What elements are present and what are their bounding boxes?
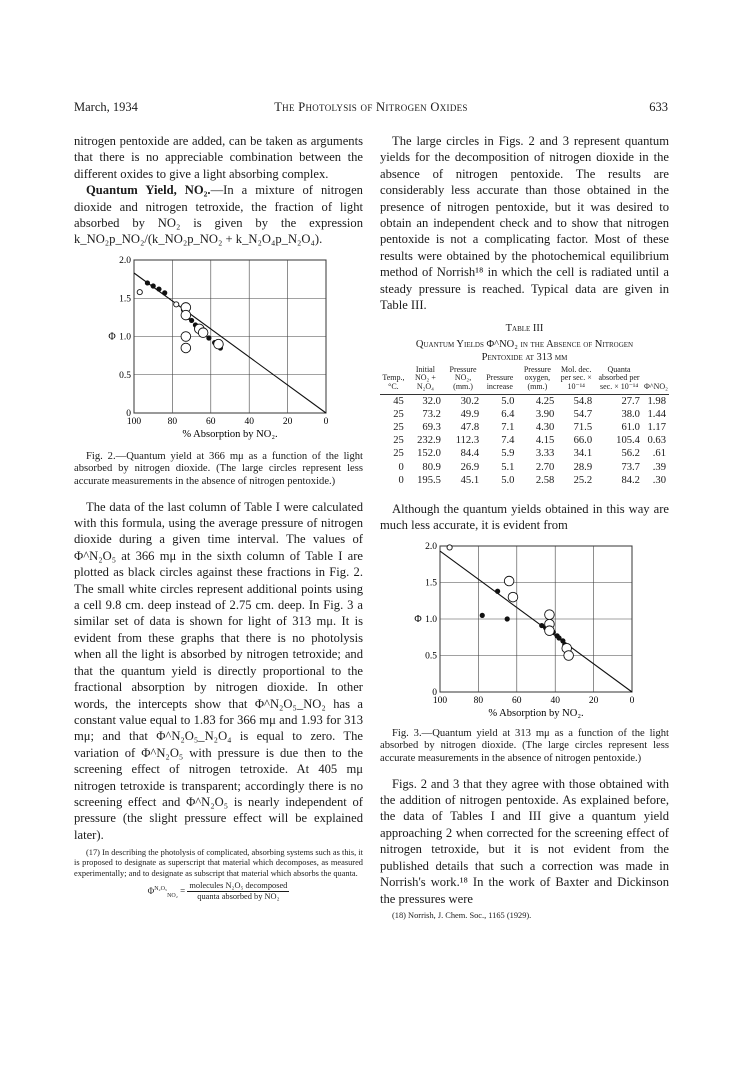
table-header-cell: Φ^NO₂ xyxy=(643,366,669,394)
figure-2 xyxy=(74,252,363,449)
data-point-large xyxy=(563,651,573,661)
paragraph: Figs. 2 and 3 that they agree with those obtained with the addition of nitrogen pentoxide. As explained before, the data of Tables I and III give a quantum yield approaching 2 when corrected for the screening effect of nitrogen tetroxide, but it is not evident from the published details that such a correction was made in Norrish's work.¹⁸ In the work of Baxter and Dickinson the pressures were xyxy=(380,776,669,906)
table-cell: 4.25 xyxy=(535,395,555,407)
section-heading: Quantum Yield, NO₂. xyxy=(86,183,211,198)
x-tick-label: 0 xyxy=(323,416,328,427)
table-cell: 0 xyxy=(398,474,404,486)
table-cell: 27.7 xyxy=(621,395,640,407)
paragraph: The large circles in Figs. 2 and 3 represent quantum yields for the decomposition of nitrogen dioxide in the absence of nitrogen pentoxide. The results are considerably less accurate than those obtained in the presence of nitrogen pentoxide, but it was desired to obtain an independent check and to show that nitrogen pentoxide is not a complicating factor. Most of these results were obtained by the photochemical equilibrium method of Norrish¹⁸ in which the cell is radiated until a steady pressure is reached. Typical data are given in Table III. xyxy=(380,134,669,313)
formula-fraction xyxy=(187,881,289,902)
table-cell: 0 xyxy=(398,461,404,473)
x-tick-label: 100 xyxy=(432,695,447,706)
table-cell: 38.0 xyxy=(621,408,640,420)
table-header-row xyxy=(380,366,669,394)
table-cell: 25 xyxy=(393,422,404,434)
table-cell: 152.0 xyxy=(417,448,441,460)
table-cell: 105.4 xyxy=(616,435,640,447)
data-point-large xyxy=(181,310,191,320)
paragraph-body: —In a mixture of nitrogen dioxide and nitrogen tetroxide, the fraction of light absorbed by NO₂ is given by the expression k_NO₂p_NO₂/(k_NO₂p_NO₂ + k_N₂O₄p_N₂O₄). xyxy=(74,183,363,247)
y-tick-label: 1.0 xyxy=(424,614,437,625)
data-point-black xyxy=(162,290,167,295)
data-point-black xyxy=(144,280,149,285)
data-point-small-white xyxy=(447,545,452,550)
table-cell: 5.9 xyxy=(501,448,515,460)
table-cell: 84.2 xyxy=(621,474,640,486)
figure-3-caption: Fig. 3.—Quantum yield at 313 mμ as a function of the light absorbed by nitrogen dioxide. (The large circles represent less accurate measurements in the absence of nitrogen pentoxide.) xyxy=(380,727,669,765)
table-cell: 84.4 xyxy=(460,448,480,460)
table-header-cell: Quanta absorbed per sec. × 10⁻¹⁴ xyxy=(595,366,643,394)
table-row xyxy=(380,461,669,474)
table-cell: 7.1 xyxy=(501,422,515,434)
table-cell: 25 xyxy=(393,435,404,447)
figure-3 xyxy=(380,538,669,728)
table-cell: 4.15 xyxy=(535,435,555,447)
table-cell: .30 xyxy=(652,474,666,486)
x-tick-label: 0 xyxy=(629,695,634,706)
paragraph: nitrogen pentoxide are added, can be taken as arguments that there is no appreciable combination between the different oxides to give a light absorbing complex. xyxy=(74,134,363,181)
data-point-black xyxy=(206,335,211,340)
table-row xyxy=(380,394,669,408)
table-header-cell: Mol. dec. per sec. × 10⁻¹⁴ xyxy=(557,366,595,394)
table-cell: 54.8 xyxy=(573,395,593,407)
table-cell: 69.3 xyxy=(422,422,441,434)
table-cell: 73.2 xyxy=(422,408,441,420)
y-tick-label: 0 xyxy=(125,408,131,419)
data-point-black xyxy=(150,283,155,288)
data-point-large xyxy=(181,332,191,342)
table-title xyxy=(380,338,669,364)
y-tick-label: 2.0 xyxy=(118,255,131,266)
table-title-line: Pentoxide at 313 mμ xyxy=(481,351,568,363)
table-cell: 32.0 xyxy=(422,395,441,407)
y-tick-label: 1.0 xyxy=(118,332,131,343)
data-point-black xyxy=(189,318,194,323)
data-point-small-white xyxy=(137,289,142,294)
x-tick-label: 20 xyxy=(588,695,598,706)
formula-denominator: quanta absorbed by NO₂ xyxy=(197,892,280,902)
data-point-black xyxy=(495,589,500,594)
table-cell: 28.9 xyxy=(573,461,593,473)
footnote-18: (18) Norrish, J. Chem. Soc., 1165 (1929). xyxy=(392,910,532,920)
y-tick-label: 0.5 xyxy=(118,370,131,381)
data-point-large xyxy=(544,610,554,620)
data-point-large xyxy=(181,343,191,353)
x-tick-label: 40 xyxy=(549,695,560,706)
table-row xyxy=(380,447,669,460)
table-cell: 2.70 xyxy=(535,461,555,473)
table-cell: 45.1 xyxy=(460,474,480,486)
y-tick-label: 1.5 xyxy=(424,578,437,589)
table-header-cell: Temp., °C. xyxy=(380,366,407,394)
table-cell: 25 xyxy=(393,448,404,460)
table-header-cell: Pressure NO₂, (mm.) xyxy=(444,366,482,394)
table-row xyxy=(380,408,669,421)
table-cell: 5.0 xyxy=(501,474,515,486)
table-cell: 25.2 xyxy=(573,474,593,486)
y-axis-label: Φ xyxy=(413,613,422,625)
table-row xyxy=(380,434,669,447)
table-cell: .61 xyxy=(652,448,666,460)
x-axis-label: % Absorption by NO₂. xyxy=(487,707,584,719)
footnote-formula: $\Phi^{N_2O_5}_{NO_2}$ = $\frac{\text{molecules N₂O₅ decomposed}}{\text{quanta absorbed by NO₂}}$ xyxy=(147,881,288,902)
table-cell: 6.4 xyxy=(501,408,515,420)
data-point-large xyxy=(508,592,518,602)
table-cell: 73.7 xyxy=(621,461,640,473)
table-cell: 47.8 xyxy=(460,422,480,434)
page-header xyxy=(74,100,668,116)
x-tick-label: 20 xyxy=(282,416,292,427)
paragraph xyxy=(74,182,363,248)
x-tick-label: 100 xyxy=(126,416,141,427)
table-cell: 4.30 xyxy=(535,422,555,434)
data-point-black xyxy=(479,613,484,618)
table-cell: 1.98 xyxy=(647,395,666,407)
paragraph: Although the quantum yields obtained in this way are much less accurate, it is evident from xyxy=(380,502,669,533)
page-number: 633 xyxy=(649,100,668,114)
header-date: March, 1934 xyxy=(74,100,138,114)
table-cell: 80.9 xyxy=(422,461,441,473)
x-tick-label: 60 xyxy=(511,695,522,706)
y-tick-label: 1.5 xyxy=(118,294,131,305)
fig3-chart xyxy=(400,538,650,728)
x-tick-label: 80 xyxy=(473,695,483,706)
table-cell: 26.9 xyxy=(460,461,480,473)
table-cell: 3.33 xyxy=(535,448,555,460)
table-row xyxy=(380,421,669,434)
table-cell: 56.2 xyxy=(621,448,640,460)
table-cell: 25 xyxy=(393,408,404,420)
data-point-large xyxy=(213,339,223,349)
y-axis-label: Φ xyxy=(107,331,116,343)
x-tick-label: 60 xyxy=(205,416,216,427)
table-header-cell: Pressure oxygen, (mm.) xyxy=(517,366,557,394)
table-cell: 1.17 xyxy=(647,422,666,434)
table-cell: 112.3 xyxy=(455,435,480,447)
table-cell: 195.5 xyxy=(417,474,441,486)
x-tick-label: 80 xyxy=(167,416,177,427)
y-tick-label: 0.5 xyxy=(424,651,437,662)
table-cell: 5.1 xyxy=(501,461,515,473)
table-cell: 3.90 xyxy=(535,408,555,420)
regression-line xyxy=(440,551,632,692)
x-axis-label: % Absorption by NO₂. xyxy=(181,428,278,440)
table-cell: 54.7 xyxy=(573,408,593,420)
data-point-large xyxy=(504,576,514,586)
x-tick-label: 40 xyxy=(243,416,254,427)
running-title: The Photolysis of Nitrogen Oxides xyxy=(274,100,468,114)
figure-2-caption: Fig. 2.—Quantum yield at 366 mμ as a function of the light absorbed by nitrogen dioxide. (The large circles represent less accurate measurements in the absence of nitrogen pentoxide.) xyxy=(74,450,363,488)
table-cell: 30.2 xyxy=(460,395,480,407)
table-title-line: Quantum Yields Φ^NO₂ in the Absence of Nitrogen xyxy=(415,338,634,350)
right-column xyxy=(380,133,669,921)
formula-numerator: molecules N₂O₅ decomposed xyxy=(189,881,288,891)
table-cell: 49.9 xyxy=(460,408,480,420)
table-3 xyxy=(380,366,669,487)
left-column xyxy=(74,133,363,904)
table-cell: 5.0 xyxy=(501,395,515,407)
footnote-17: (17) In describing the photolysis of complicated, absorbing systems such as this, it is proposed to designate as superscript that material which decomposes, as measured experimentally; and to designate as subscript that material which absorbs the quanta. xyxy=(74,848,363,878)
table-cell: 45 xyxy=(393,395,404,407)
table-cell: 232.9 xyxy=(417,435,441,447)
table-label: Table III xyxy=(505,323,544,335)
table-body xyxy=(380,394,669,487)
table-cell: 0.63 xyxy=(647,435,666,447)
paragraph: The data of the last column of Table I were calculated with this formula, using the average pressure of nitrogen dioxide during a given time interval. The values of Φ^N₂O₅ at 366 mμ in the sixth column of Table I are plotted as black circles against these fractions in Fig. 2. The small white circles represent additional points using a cell 9.8 cm. deep instead of 2.75 cm. deep. In Fig. 3 a similar set of data is shown for light of 313 mμ. It is evident from these graphs that there is no photolysis when all the light is absorbed by nitrogen tetroxide; and that the quantum yield is directly proportional to the fractional absorption by nitrogen dioxide. In other words, the intercepts show that Φ^N₂O₅_NO₂ has a constant value equal to 1.83 for 366 mμ and 1.93 for 313 mμ; and that Φ^N₂O₅_N₂O₄ is equal to zero. The variation of Φ^N₂O₅ with pressure is due then to the screening effect of nitrogen tetroxide. At 405 mμ nitrogen tetroxide is transparent; accordingly there is no screening effect and Φ^N₂O₅ is nearly independent of pressure (the slight pressure effect will be explained later). xyxy=(74,499,363,842)
data-point-small-white xyxy=(173,302,178,307)
table-header-cell: Pressure increase xyxy=(482,366,517,394)
table-cell: .39 xyxy=(652,461,666,473)
table-row xyxy=(380,474,669,487)
table-cell: 66.0 xyxy=(573,435,593,447)
y-tick-label: 2.0 xyxy=(424,541,437,552)
fig2-chart xyxy=(94,252,344,449)
data-point-large xyxy=(544,626,554,636)
table-cell: 7.4 xyxy=(501,435,515,447)
table-cell: 2.58 xyxy=(535,474,555,486)
table-cell: 34.1 xyxy=(573,448,593,460)
table-cell: 71.5 xyxy=(573,422,593,434)
y-tick-label: 0 xyxy=(431,687,437,698)
data-point-black xyxy=(156,286,161,291)
table-cell: 1.44 xyxy=(647,408,666,420)
data-point-large xyxy=(198,328,208,338)
table-cell: 61.0 xyxy=(621,422,640,434)
table-header-cell: Initial NO₂ + N₂O₄ xyxy=(407,366,444,394)
data-point-black xyxy=(504,616,509,621)
